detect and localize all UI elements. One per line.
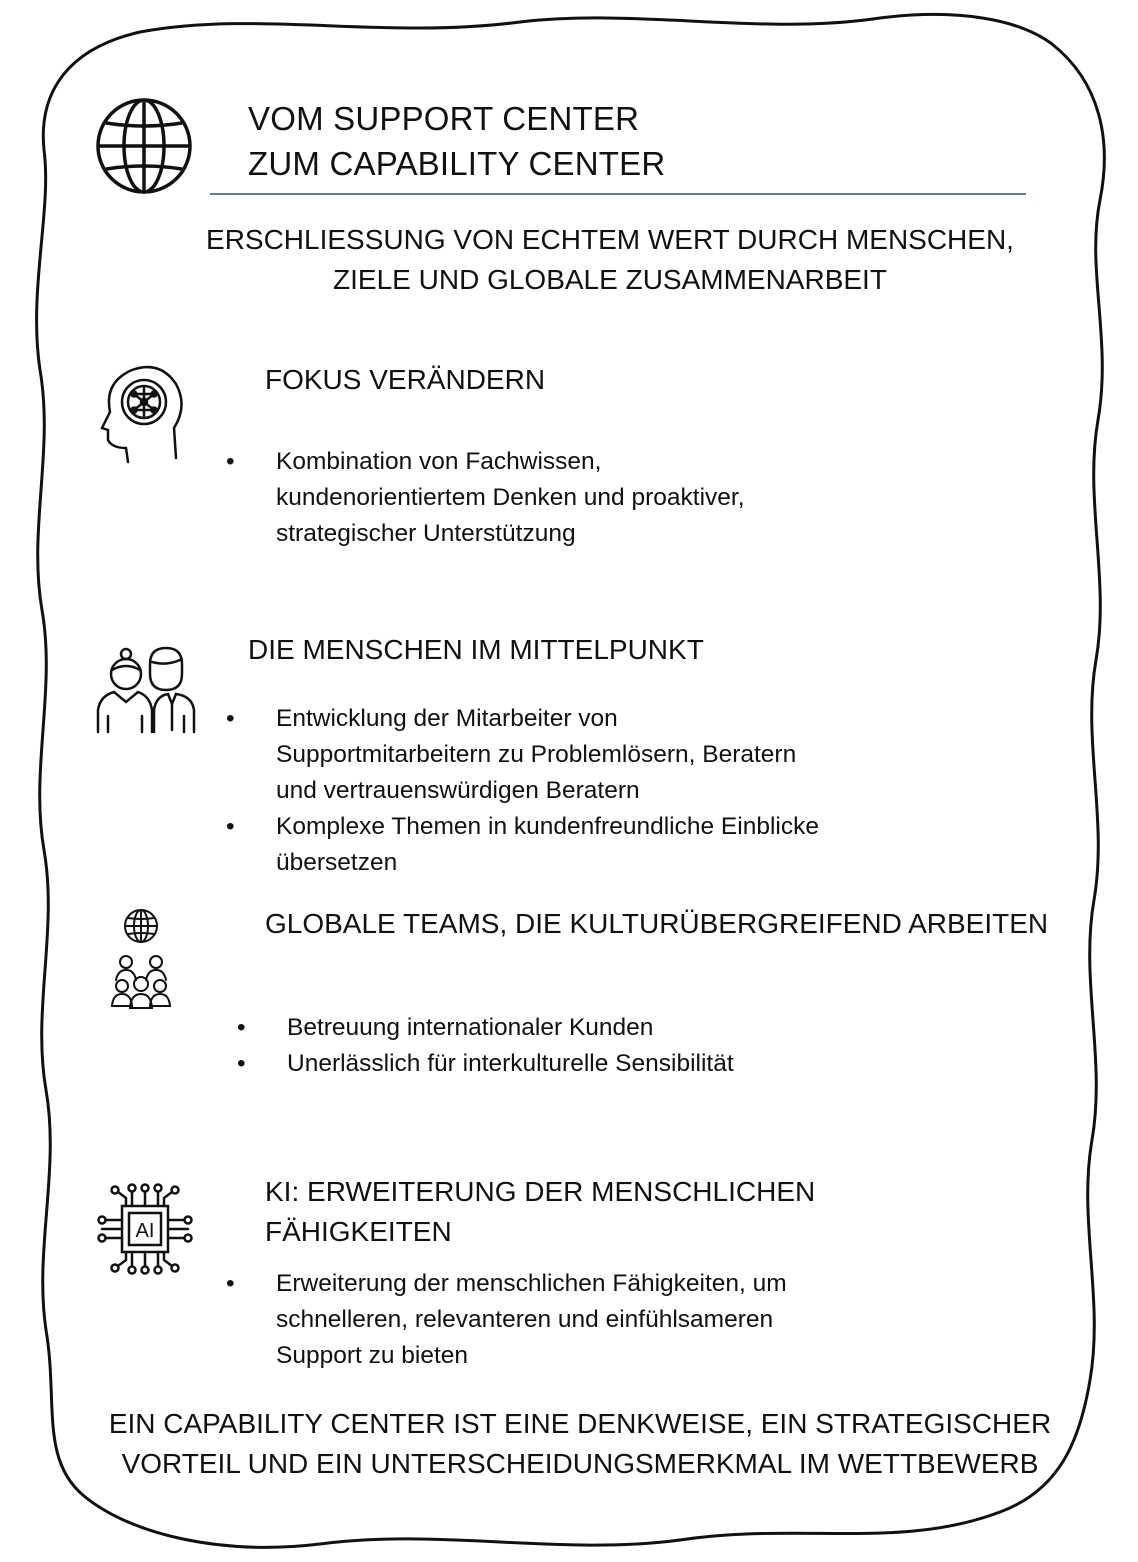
list-item bbox=[226, 701, 1066, 809]
bullet-dot: • bbox=[226, 448, 235, 475]
section-heading-line-2: FÄHIGKEITEN bbox=[265, 1216, 452, 1247]
footer-statement bbox=[70, 1404, 1090, 1484]
section-heading-fokus: FOKUS VERÄNDERN bbox=[265, 364, 546, 395]
bullet-text-line: Betreuung internationaler Kunden bbox=[287, 1014, 654, 1041]
section-heading-ki bbox=[265, 1172, 815, 1252]
subtitle-line-2: ZIELE UND GLOBALE ZUSAMMENARBEIT bbox=[333, 264, 887, 295]
bullet-dot: • bbox=[226, 705, 235, 732]
bullet-list-fokus bbox=[226, 444, 1046, 552]
bullet-list-globale-teams bbox=[237, 1010, 1057, 1082]
section-heading-globale-teams: GLOBALE TEAMS, DIE KULTURÜBERGREIFEND ARBEITEN bbox=[265, 908, 1049, 939]
section-heading-menschen: DIE MENSCHEN IM MITTELPUNKT bbox=[248, 634, 704, 665]
bullet-dot: • bbox=[226, 813, 235, 840]
bullet-text-line: Unerlässlich für interkulturelle Sensibilität bbox=[287, 1050, 734, 1077]
bullet-text-line: strategischer Unterstützung bbox=[276, 520, 576, 547]
ai-chip-icon bbox=[94, 1180, 196, 1278]
bullet-text-line: Supportmitarbeitern zu Problemlösern, Beratern bbox=[276, 741, 797, 768]
bullet-text-line: Kombination von Fachwissen, bbox=[276, 448, 602, 475]
bullet-list-ki bbox=[226, 1266, 1046, 1374]
list-item bbox=[237, 1010, 1057, 1046]
global-team-icon bbox=[110, 906, 172, 1012]
bullet-dot: • bbox=[237, 1050, 246, 1077]
subtitle-line-1: ERSCHLIESSUNG VON ECHTEM WERT DURCH MENSCHEN, bbox=[206, 224, 1014, 255]
globe-icon bbox=[94, 96, 194, 196]
title-divider bbox=[210, 193, 1026, 195]
bullet-text-line: Entwicklung der Mitarbeiter von bbox=[276, 705, 618, 732]
bullet-dot: • bbox=[226, 1270, 235, 1297]
section-heading-line-1: KI: ERWEITERUNG DER MENSCHLICHEN bbox=[265, 1176, 816, 1207]
bullet-text-line: schnelleren, relevanteren und einfühlsameren bbox=[276, 1306, 774, 1333]
list-item bbox=[226, 809, 1066, 881]
bullet-text-line: und vertrauenswürdigen Beratern bbox=[276, 777, 640, 804]
title-line-2: ZUM CAPABILITY CENTER bbox=[248, 145, 666, 182]
bullet-text-line: Support zu bieten bbox=[276, 1342, 469, 1369]
bullet-list-menschen bbox=[226, 701, 1066, 881]
page-title bbox=[248, 96, 665, 186]
bullet-dot: • bbox=[237, 1014, 246, 1041]
bullet-text-line: kundenorientiertem Denken und proaktiver, bbox=[276, 484, 745, 511]
footer-line-1: EIN CAPABILITY CENTER IST EINE DENKWEISE, EIN STRATEGISCHER bbox=[108, 1408, 1052, 1439]
list-item bbox=[237, 1046, 1057, 1082]
list-item bbox=[226, 1266, 1046, 1374]
bullet-text-line: übersetzen bbox=[276, 849, 398, 876]
footer-line-2: VORTEIL UND EIN UNTERSCHEIDUNGSMERKMAL IM WETTBEWERB bbox=[121, 1448, 1039, 1479]
svg-text:AI: AI bbox=[135, 1220, 155, 1242]
title-line-1: VOM SUPPORT CENTER bbox=[248, 100, 640, 137]
people-icon bbox=[94, 640, 198, 736]
bullet-text-line: Komplexe Themen in kundenfreundliche Einblicke bbox=[276, 813, 819, 840]
brain-head-icon bbox=[98, 362, 184, 470]
list-item bbox=[226, 444, 1046, 552]
bullet-text-line: Erweiterung der menschlichen Fähigkeiten, um bbox=[276, 1270, 787, 1297]
subtitle bbox=[120, 220, 1100, 300]
